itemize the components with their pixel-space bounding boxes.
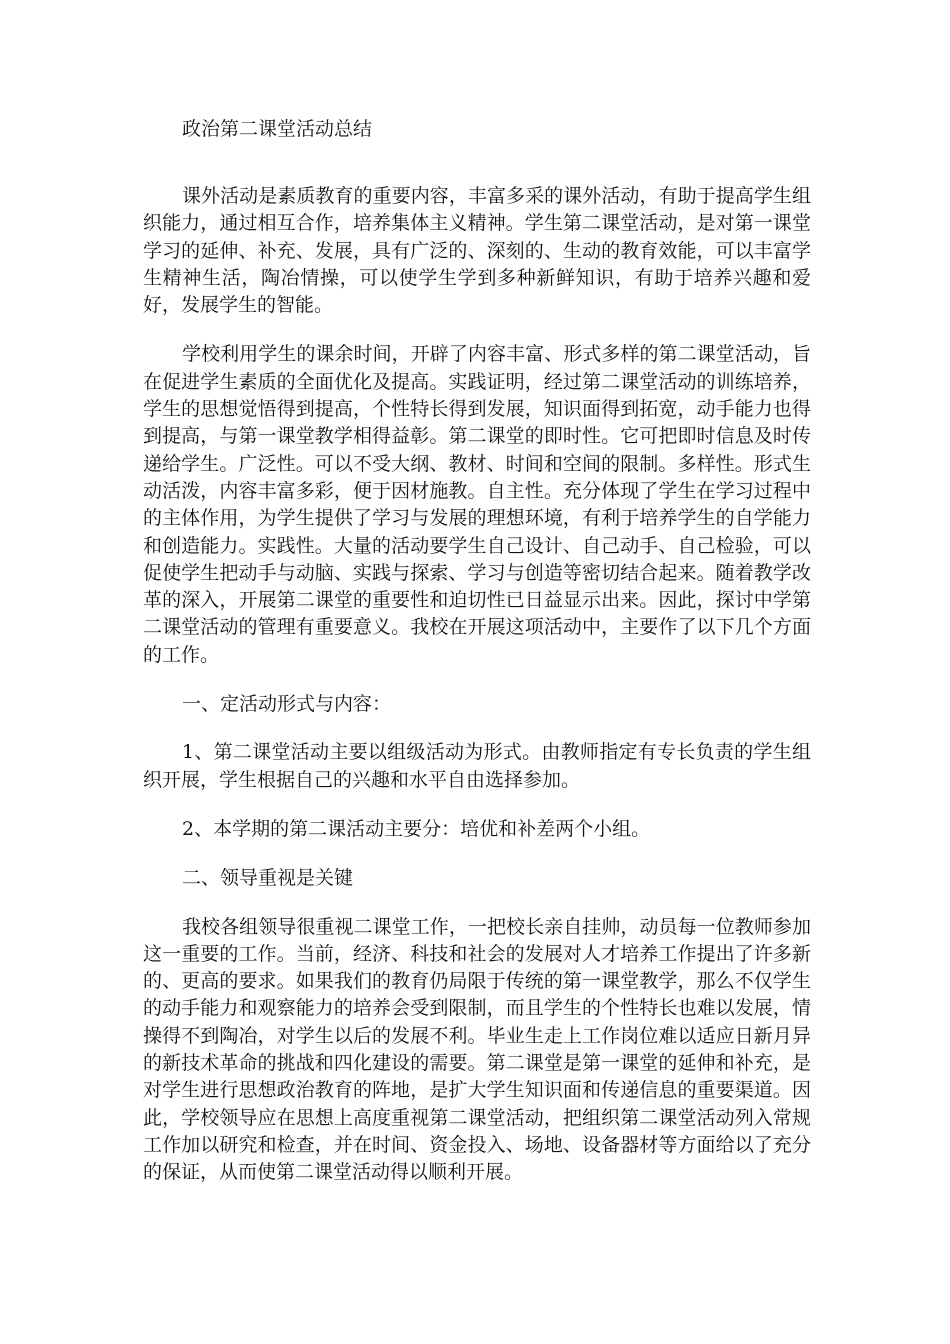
list-item-2: 2、本学期的第二课活动主要分：培优和补差两个小组。 — [182, 817, 651, 840]
document-body — [143, 183, 811, 1209]
section-heading-2: 二、领导重视是关键 — [182, 867, 354, 890]
section-heading-1: 一、定活动形式与内容： — [182, 693, 392, 716]
list-item-1: 1、第二课堂活动主要以组级活动为形式。由教师指定有专长负责的学生组织开展，学生根据自己的兴趣和水平自由选择参加。 — [143, 741, 811, 791]
paragraph-intro: 课外活动是素质教育的重要内容，丰富多采的课外活动，有助于提高学生组织能力，通过相互合作，培养集体主义精神。学生第二课堂活动，是对第一课堂学习的延伸、补充、发展，具有广泛的、深刻的、生动的教育效能，可以丰富学生精神生活，陶冶情操，可以使学生学到多种新鲜知识，有助于培养兴趣和爱好，发展学生的智能。 — [143, 185, 811, 317]
document-title: 政治第二课堂活动总结 — [182, 118, 373, 140]
paragraph-school-practice: 学校利用学生的课余时间，开辟了内容丰富、形式多样的第二课堂活动，旨在促进学生素质的全面优化及提高。实践证明，经过第二课堂活动的训练培养，学生的思想觉悟得到提高，个性特长得到发展，知识面得到拓宽，动手能力也得到提高，与第一课堂教学相得益彰。第二课堂的即时性。它可把即时信息及时传递给学生。广泛性。可以不受大纲、教材、时间和空间的限制。多样性。形式生动活泼，内容丰富多彩，便于因材施教。自主性。充分体现了学生在学习过程中的主体作用，为学生提供了学习与发展的理想环境，有利于培养学生的自学能力和创造能力。实践性。大量的活动要学生自己设计、自己动手、自己检验，可以促使学生把动手与动脑、实践与探索、学习与创造等密切结合起来。随着教学改革的深入，开展第二课堂的重要性和迫切性已日益显示出来。因此，探讨中学第二课堂活动的管理有重要意义。我校在开展这项活动中，主要作了以下几个方面的工作。 — [143, 343, 811, 666]
paragraph-leadership: 我校各组领导很重视二课堂工作，一把校长亲自挂帅，动员每一位教师参加这一重要的工作。当前，经济、科技和社会的发展对人才培养工作提出了许多新的、更高的要求。如果我们的教育仍局限于传统的第一课堂教学，那么不仅学生的动手能力和观察能力的培养会受到限制，而且学生的个性特长也难以发展，情操得不到陶冶，对学生以后的发展不利。毕业生走上工作岗位难以适应日新月异的新技术革命的挑战和四化建设的需要。第二课堂是第一课堂的延伸和补充，是对学生进行思想政治教育的阵地，是扩大学生知识面和传递信息的重要渠道。因此，学校领导应在思想上高度重视第二课堂活动，把组织第二课堂活动列入常规工作加以研究和检查，并在时间、资金投入、场地、设备器材等方面给以了充分的保证，从而使第二课堂活动得以顺利开展。 — [143, 915, 811, 1184]
